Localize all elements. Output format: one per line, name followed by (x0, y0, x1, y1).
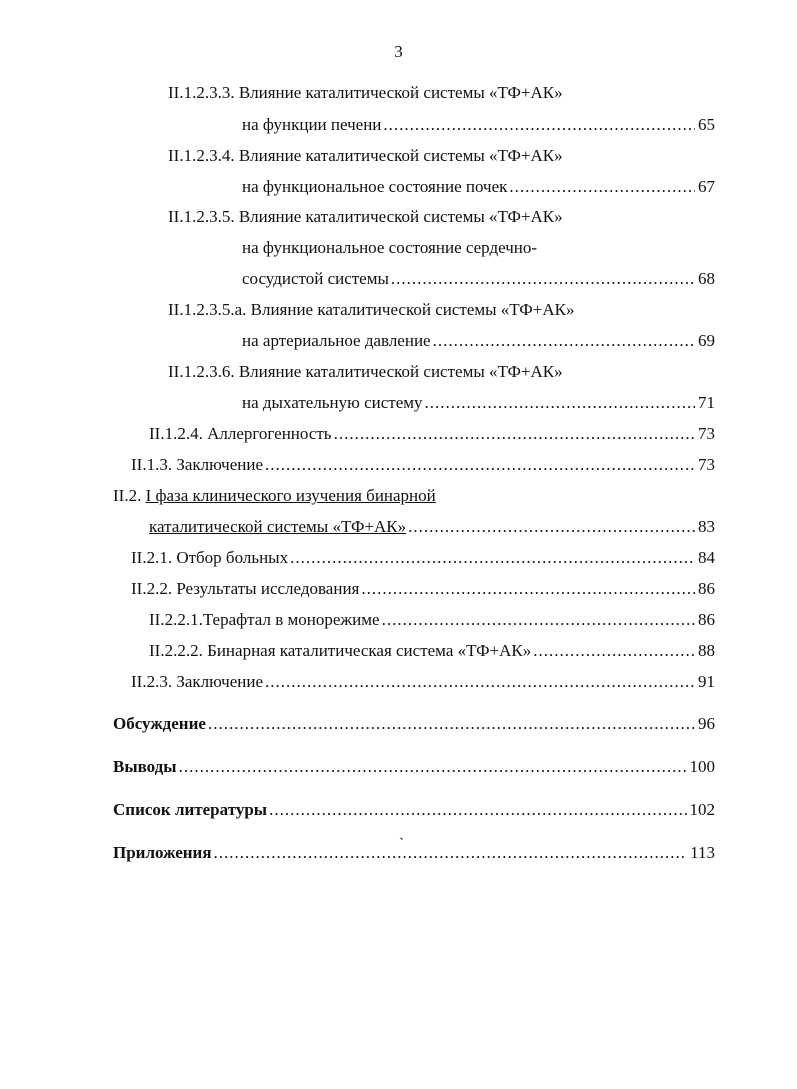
dot-leader (269, 799, 686, 821)
page-number: 3 (394, 42, 403, 61)
dot-leader (408, 516, 695, 538)
toc-entry[interactable] (149, 516, 715, 538)
dot-leader (382, 609, 695, 631)
toc-entry-page: 73 (698, 455, 715, 474)
toc-chapter-title: Обсуждение (113, 714, 206, 733)
toc-section-number: II.2. (113, 486, 146, 505)
toc-entry-page: 73 (698, 424, 715, 443)
toc-entry-page: 83 (698, 517, 715, 536)
toc-chapter-title: Приложения (113, 843, 212, 862)
toc-entry[interactable] (131, 578, 715, 600)
dot-leader (433, 330, 695, 352)
toc-chapter[interactable] (113, 842, 715, 864)
dot-leader (361, 578, 695, 600)
toc-entry-heading: II.1.2.3.5. Влияние каталитической системы «ТФ+АК» (168, 207, 563, 226)
toc-entry-title: II.2.2.2. Бинарная каталитическая система «ТФ+АК» (149, 641, 532, 660)
toc-entry-heading: II.1.2.3.4. Влияние каталитической системы «ТФ+АК» (168, 146, 563, 165)
toc-entry-heading-continuation: на функциональное состояние сердечно- (242, 238, 538, 257)
toc-entry-title: II.2.2. Результаты исследования (131, 579, 360, 598)
dot-leader (290, 547, 695, 569)
toc-entry-page: 84 (698, 548, 715, 567)
toc-entry[interactable] (131, 671, 715, 693)
toc-entry[interactable] (149, 640, 715, 662)
toc-chapter[interactable] (113, 713, 715, 735)
dot-leader (533, 640, 695, 662)
toc-entry-page: 69 (698, 331, 715, 350)
toc-entry-title: II.2.3. Заключение (131, 672, 264, 691)
toc-chapter[interactable] (113, 799, 715, 821)
toc-entry-page: 88 (698, 641, 715, 660)
toc-entry[interactable] (242, 330, 715, 352)
toc-entry-title: II.1.3. Заключение (131, 455, 264, 474)
toc-entry-heading: II.1.2.3.6. Влияние каталитической системы «ТФ+АК» (168, 362, 563, 381)
toc-entry[interactable] (242, 392, 715, 414)
toc-entry-title: на артериальное давление (242, 331, 431, 350)
toc-chapter-page: 100 (689, 757, 715, 776)
dot-leader (383, 114, 695, 136)
toc-entry-page: 65 (698, 115, 715, 134)
dot-leader (265, 454, 695, 476)
toc-entry[interactable] (131, 547, 715, 569)
toc-entry[interactable] (242, 176, 715, 198)
toc-entry-title: на дыхательную систему (242, 393, 423, 412)
dot-leader (208, 713, 695, 735)
toc-entry-title: II.1.2.4. Аллергогенность (149, 424, 332, 443)
toc-chapter-page: 102 (689, 800, 715, 819)
toc-entry-title: каталитической системы «ТФ+АК» (149, 517, 407, 536)
toc-section-heading[interactable] (113, 485, 436, 507)
toc-entry[interactable] (242, 114, 715, 136)
dot-leader (425, 392, 695, 414)
dot-leader (509, 176, 695, 198)
toc-entry[interactable] (131, 454, 715, 476)
toc-entry-page: 67 (698, 177, 715, 196)
stray-mark: ` (399, 836, 404, 852)
toc-entry-title: на функциональное состояние почек (242, 177, 508, 196)
dot-leader (214, 842, 688, 864)
toc-entry-heading: II.1.2.3.3. Влияние каталитической системы «ТФ+АК» (168, 83, 563, 102)
toc-section-title: I фаза клинического изучения бинарной (145, 486, 436, 505)
dot-leader (265, 671, 695, 693)
toc-chapter-title: Выводы (113, 757, 177, 776)
toc-entry-title: сосудистой системы (242, 269, 389, 288)
dot-leader (391, 268, 695, 290)
toc-entry-title: II.2.2.1.Терафтал в монорежиме (149, 610, 380, 629)
toc-entry-heading: II.1.2.3.5.а. Влияние каталитической системы «ТФ+АК» (168, 300, 575, 319)
toc-chapter-page: 96 (698, 714, 715, 733)
toc-entry-page: 86 (698, 610, 715, 629)
toc-entry-page: 71 (698, 393, 715, 412)
toc-chapter-title: Список литературы (113, 800, 268, 819)
toc-chapter-page: 113 (690, 843, 715, 862)
toc-entry[interactable] (149, 609, 715, 631)
dot-leader (179, 756, 687, 778)
toc-entry-page: 91 (698, 672, 715, 691)
toc-entry-page: 68 (698, 269, 715, 288)
toc-entry[interactable] (242, 268, 715, 290)
toc-entry-title: II.2.1. Отбор больных (131, 548, 289, 567)
dot-leader (334, 423, 695, 445)
toc-entry[interactable] (149, 423, 715, 445)
toc-entry-page: 86 (698, 579, 715, 598)
toc-chapter[interactable] (113, 756, 715, 778)
toc-entry-title: на функции печени (242, 115, 382, 134)
